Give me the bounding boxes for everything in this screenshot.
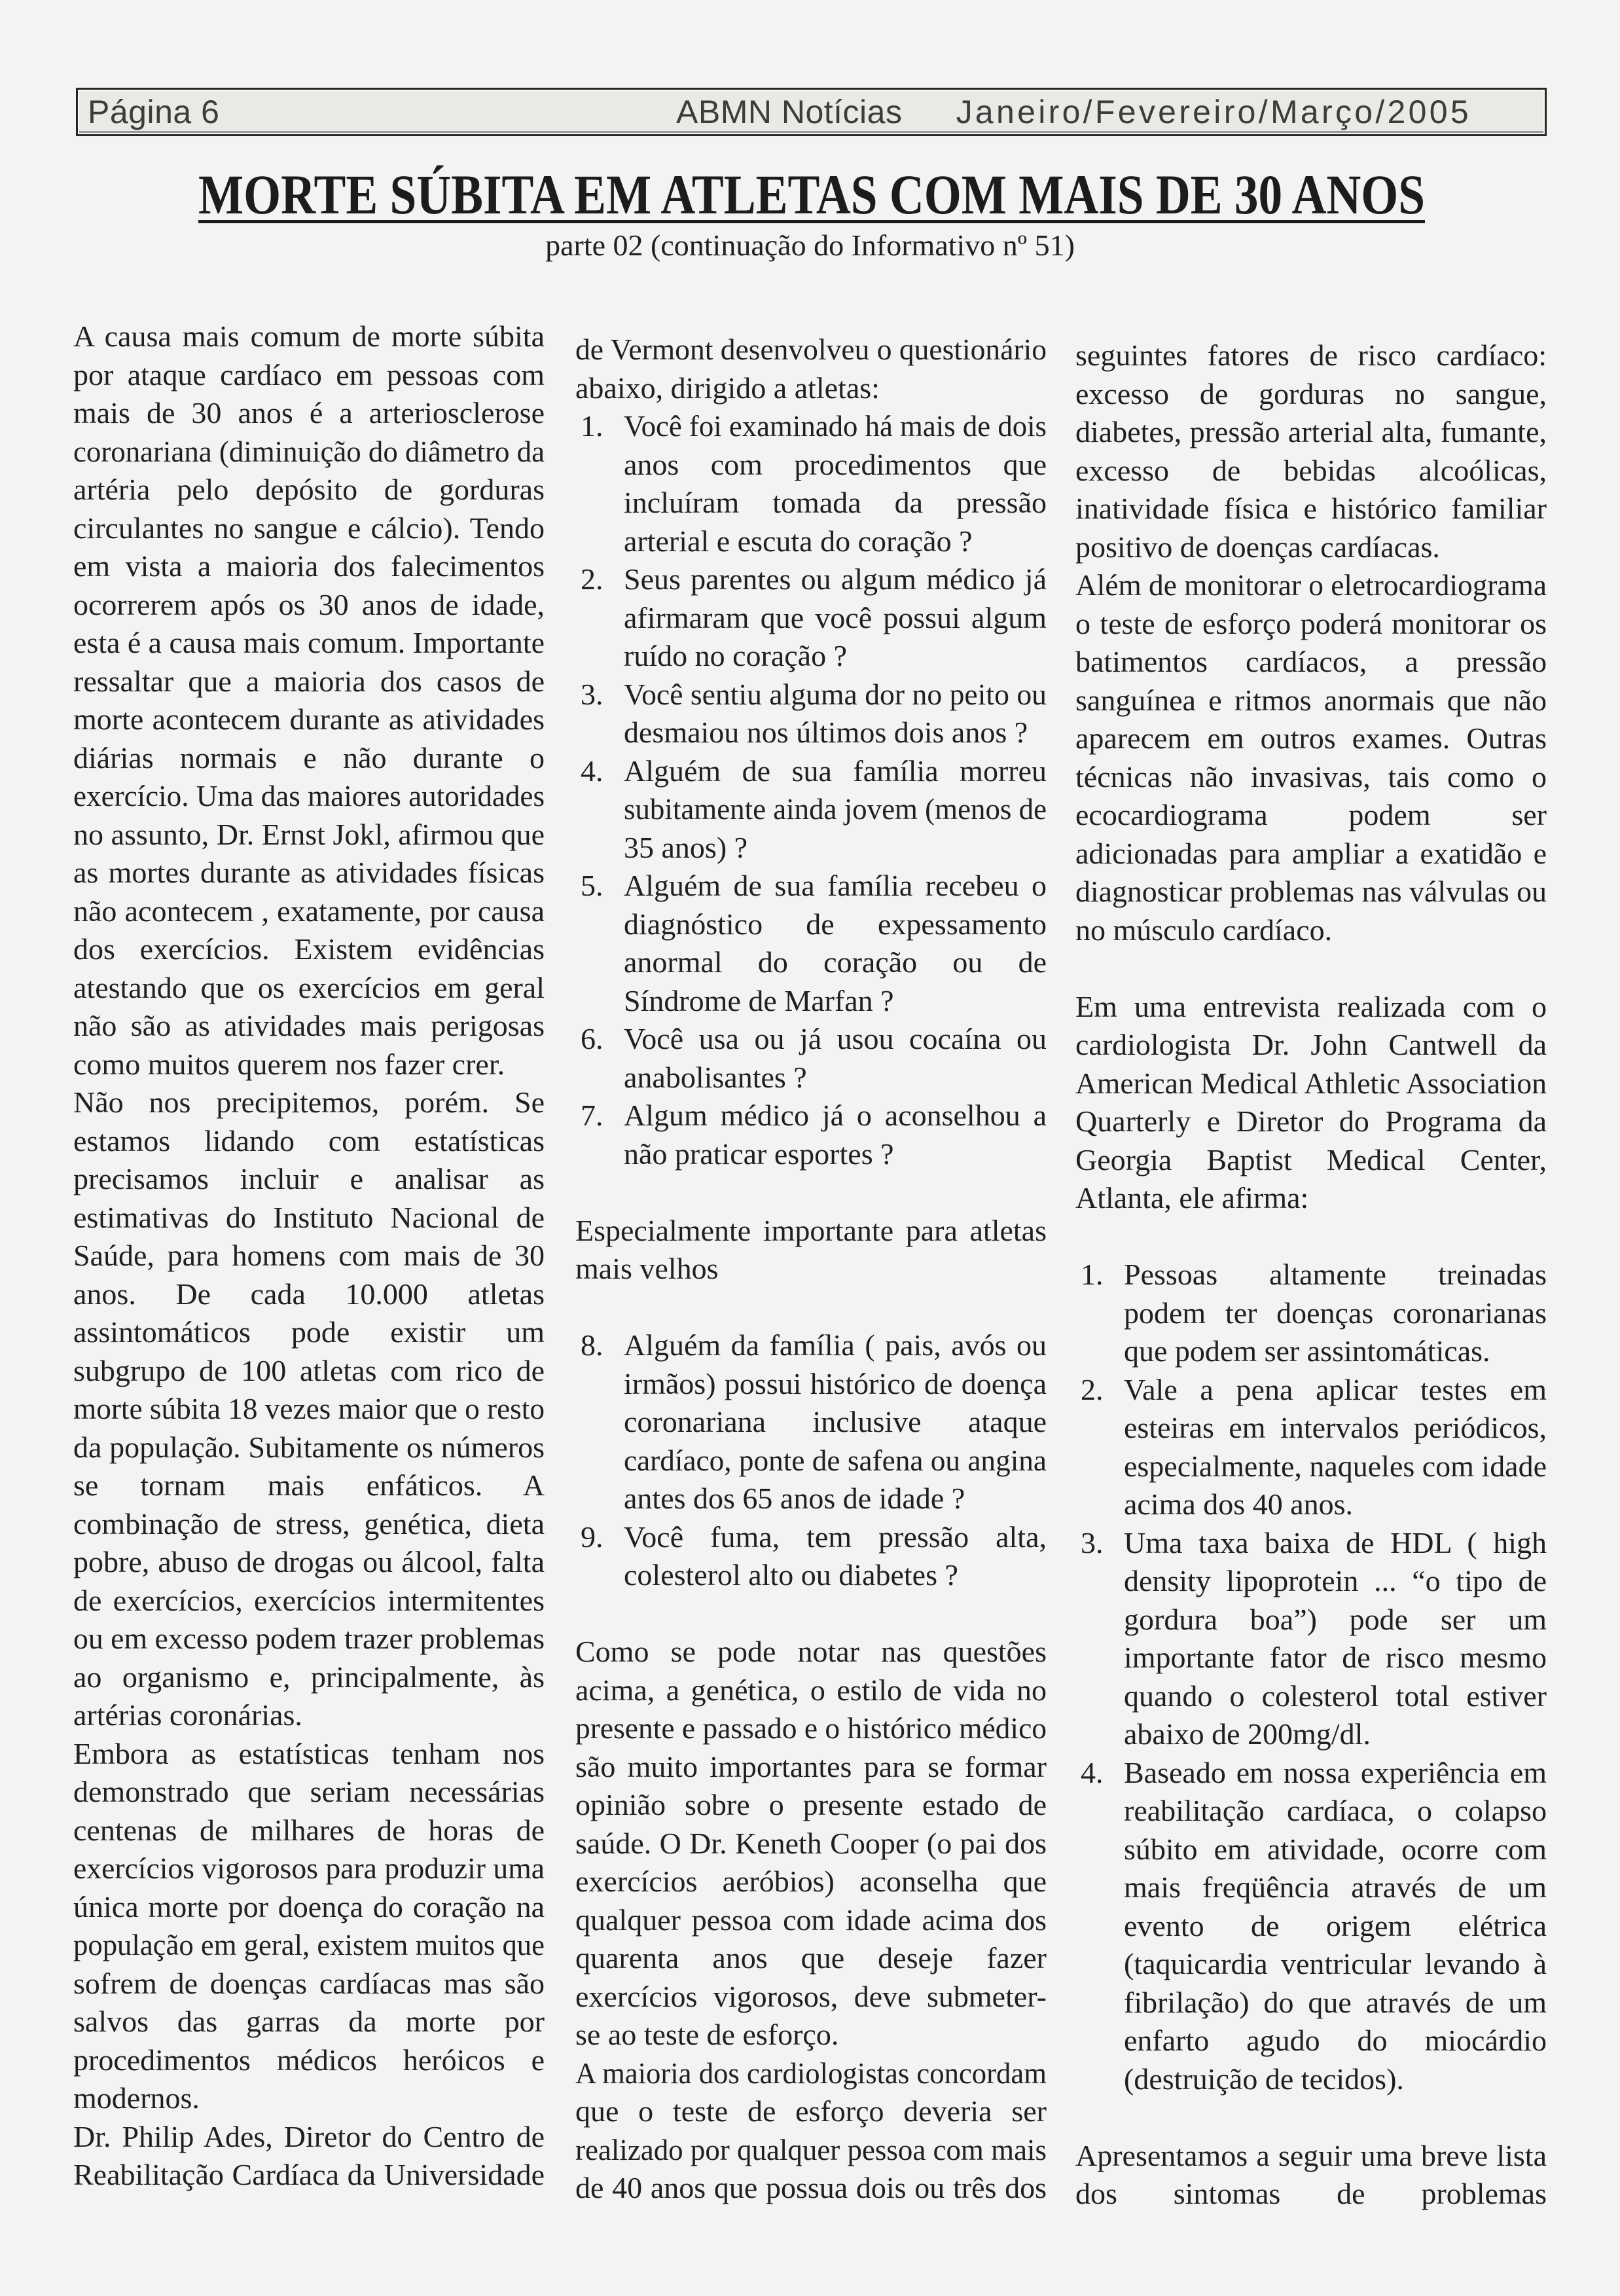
text-line: Quarterly e Diretor do Programa da — [1075, 1104, 1547, 1138]
list-number: 2. — [1081, 1372, 1104, 1406]
text-line: Você foi examinado há mais de dois — [624, 409, 1047, 443]
list-item — [1075, 1371, 1547, 1524]
text-line: Algum médico já o aconselhou a — [624, 1099, 1047, 1132]
text-line: salvos das garras da morte por — [73, 2005, 545, 2038]
text-line: coronariana (diminuição do diâmetro da — [73, 434, 545, 468]
text-line: enfarto agudo do miocárdio — [1124, 2024, 1547, 2057]
text-line: aparecem em outros exames. Outras — [1075, 721, 1547, 755]
text-line: antes dos 65 anos de idade ? — [624, 1482, 965, 1515]
text-line: mais de 30 anos é a arteriosclerose — [73, 396, 545, 429]
text-line: se ao teste de esforço. — [575, 2018, 839, 2051]
text-line: realizado por qualquer pessoa com mais — [575, 2132, 1047, 2166]
text-line: exercícios aeróbios) aconselha que — [575, 1865, 1047, 1898]
text-line: anos com procedimentos que — [624, 447, 1047, 481]
publication-name: ABMN Notícias — [676, 94, 903, 130]
text-line: precisamos incluir e analisar as — [73, 1162, 545, 1195]
text-line: não praticar esportes ? — [624, 1137, 894, 1171]
text-line: arterial e escuta do coração ? — [624, 524, 973, 558]
text-line: fibrilação) do que através de um — [1124, 1985, 1547, 2019]
text-line: colesterol alto ou diabetes ? — [624, 1558, 958, 1592]
text-line: Atlanta, ele afirma: — [1075, 1181, 1309, 1214]
text-line: demonstrado que seriam necessárias — [73, 1775, 545, 1808]
list-item — [1075, 1754, 1547, 2099]
text-line: Alguém de sua família recebeu o — [624, 869, 1047, 902]
page-header — [76, 88, 1547, 136]
article-column-1 — [73, 318, 545, 2195]
text-line: são muito importantes para se formar — [575, 1749, 1047, 1783]
paragraph — [73, 1084, 545, 1735]
paragraph — [1075, 2137, 1547, 2214]
text-line: ruído no coração ? — [624, 639, 848, 672]
text-line: esta é a causa mais comum. Importante — [73, 626, 545, 659]
list-number: 4. — [581, 754, 603, 788]
text-line: seguintes fatores de risco cardíaco: — [1075, 338, 1547, 372]
text-line: Você sentiu alguma dor no peito ou — [624, 677, 1047, 711]
text-line: em vista a maioria dos falecimentos — [73, 549, 545, 583]
text-line: esteiras em intervalos periódicos, — [1124, 1411, 1547, 1444]
text-line: que podem ser assintomáticas. — [1124, 1334, 1490, 1368]
text-line: combinação de stress, genética, dieta — [73, 1506, 545, 1540]
text-line: Vale a pena aplicar testes em — [1124, 1372, 1547, 1406]
text-line: saúde. O Dr. Keneth Cooper (o pai dos — [575, 1826, 1047, 1860]
text-line: ao organismo e, principalmente, às — [73, 1660, 545, 1694]
paragraph — [73, 2118, 545, 2195]
text-line: (destruição de tecidos). — [1124, 2062, 1404, 2096]
paragraph — [575, 1633, 1047, 2054]
text-line: Saúde, para homens com mais de 30 — [73, 1239, 545, 1272]
text-line: Seus parentes ou algum médico já — [624, 562, 1047, 596]
text-line: Especialmente importante para atletas — [575, 1213, 1047, 1247]
text-line: atestando que os exercícios em geral — [73, 970, 545, 1004]
list-item — [575, 1518, 1047, 1595]
text-line: estimativas do Instituto Nacional de — [73, 1200, 545, 1234]
text-line: modernos. — [73, 2081, 200, 2115]
list-number: 7. — [581, 1099, 603, 1132]
text-line: especialmente, naqueles com idade — [1124, 1449, 1547, 1483]
text-line: estamos lidando com estatísticas — [73, 1123, 545, 1157]
list-number: 2. — [581, 562, 603, 596]
text-line: diárias normais e não durante o — [73, 740, 545, 774]
paragraph — [575, 331, 1047, 407]
text-line: ressaltar que a maioria dos casos de — [73, 664, 545, 698]
text-line: Alguém de sua família morreu — [624, 754, 1047, 788]
text-line: American Medical Athletic Association — [1075, 1066, 1547, 1100]
paragraph — [73, 1735, 545, 2118]
text-line: opinião sobre o presente estado de — [575, 1788, 1047, 1821]
issue-date: Janeiro/Fevereiro/Março/2005 — [956, 94, 1471, 130]
list-number: 1. — [1081, 1258, 1104, 1291]
text-line: mais velhos — [575, 1252, 719, 1285]
text-line: centenas de milhares de horas de — [73, 1813, 545, 1847]
article-subtitle: parte 02 (continuação do Informativo nº 51) — [545, 228, 1075, 262]
text-line: anos. De cada 10.000 atletas — [73, 1277, 545, 1311]
text-line: mais freqüência através de um — [1124, 1870, 1547, 1904]
paragraph — [1075, 337, 1547, 566]
text-line: desmaiou nos últimos dois anos ? — [624, 716, 1028, 749]
text-line: não são as atividades mais perigosas — [73, 1009, 545, 1042]
list-number: 3. — [1081, 1525, 1104, 1559]
text-line: ou em excesso podem trazer problemas — [73, 1622, 545, 1655]
text-line: população em geral, existem muitos que — [73, 1928, 545, 1961]
text-line: acima, a genética, o estilo de vida no — [575, 1673, 1047, 1707]
text-line: Você usa ou já usou cocaína ou — [624, 1022, 1047, 1055]
text-line: exercícios vigorosos para produzir uma — [73, 1851, 545, 1885]
text-line: artéria pelo depósito de gorduras — [73, 473, 545, 506]
text-line: dos exercícios. Existem evidências — [73, 932, 545, 966]
text-line: as mortes durante as atividades físicas — [73, 856, 545, 889]
list-number: 4. — [1081, 1755, 1104, 1789]
text-line: pobre, abuso de drogas ou álcool, falta — [73, 1545, 545, 1578]
text-line: A maioria dos cardiologistas concordam — [575, 2056, 1047, 2090]
text-line: Apresentamos a seguir uma breve lista — [1075, 2138, 1547, 2172]
text-line: evento de origem elétrica — [1124, 1908, 1547, 1942]
text-line: de Vermont desenvolveu o questionário — [575, 333, 1047, 366]
text-line: diabetes, pressão arterial alta, fumante, — [1075, 415, 1547, 448]
text-line: qualquer pessoa com idade acima dos — [575, 1903, 1047, 1937]
text-line: dos sintomas de problemas — [1075, 2177, 1547, 2210]
list-item — [575, 1020, 1047, 1097]
text-line: como muitos querem nos fazer crer. — [73, 1047, 505, 1081]
list-item — [575, 752, 1047, 867]
text-line: sanguínea e ritmos anormais que não — [1075, 683, 1547, 717]
list-item — [575, 407, 1047, 560]
list-item — [1075, 1524, 1547, 1754]
list-number: 6. — [581, 1022, 603, 1055]
text-line: incluíram tomada da pressão — [624, 486, 1047, 519]
text-line: morte acontecem durante as atividades — [73, 702, 545, 736]
text-line: que o teste de esforço deveria ser — [575, 2094, 1047, 2128]
text-line: Reabilitação Cardíaca da Universidade — [73, 2158, 545, 2191]
text-line: circulantes no sangue e cálcio). Tendo — [73, 511, 545, 545]
list-item — [575, 1326, 1047, 1518]
text-line: excesso de gorduras no sangue, — [1075, 376, 1547, 410]
text-line: Uma taxa baixa de HDL ( high — [1124, 1525, 1547, 1559]
text-line: gordura boa”) pode ser um — [1124, 1602, 1547, 1636]
text-line: acima dos 40 anos. — [1124, 1487, 1354, 1521]
text-line: artérias coronárias. — [73, 1698, 302, 1732]
text-line: anabolisantes ? — [624, 1060, 807, 1094]
list-number: 1. — [581, 409, 603, 443]
text-line: Alguém da família ( pais, avós ou — [624, 1328, 1047, 1362]
text-line: ecocardiograma podem ser — [1075, 798, 1547, 831]
text-line: não acontecem , exatamente, por causa — [73, 894, 545, 928]
list-item — [575, 560, 1047, 676]
text-line: density lipoprotein ... “o tipo de — [1124, 1564, 1547, 1597]
text-line: morte súbita 18 vezes maior que o resto — [73, 1392, 545, 1425]
list-number: 8. — [581, 1328, 603, 1362]
text-line: 35 anos) ? — [624, 830, 748, 864]
text-line: Você fuma, tem pressão alta, — [624, 1520, 1047, 1554]
text-line: diagnóstico de expessamento — [624, 907, 1047, 941]
text-line: A causa mais comum de morte súbita — [73, 319, 545, 353]
text-line: Pessoas altamente treinadas — [1124, 1258, 1547, 1291]
text-line: podem ter doenças coronarianas — [1124, 1296, 1547, 1330]
text-line: afirmaram que você possui algum — [624, 600, 1047, 634]
list-number: 3. — [581, 677, 603, 711]
text-line: (taquicardia ventricular levando à — [1124, 1947, 1547, 1980]
text-line: exercícios vigorosos, deve submeter- — [575, 1979, 1047, 2013]
text-line: por ataque cardíaco em pessoas com — [73, 357, 545, 392]
list-item — [575, 676, 1047, 752]
text-line: inatividade física e histórico familiar — [1075, 492, 1547, 525]
paragraph — [1075, 988, 1547, 1218]
text-line: procedimentos médicos heróicos e — [73, 2043, 545, 2077]
list-item — [575, 867, 1047, 1020]
text-line: abaixo, dirigido a atletas: — [575, 371, 880, 405]
list-number: 5. — [581, 869, 603, 902]
text-line: Georgia Baptist Medical Center, — [1075, 1142, 1547, 1176]
text-line: batimentos cardíacos, a pressão — [1075, 645, 1547, 678]
text-line: adicionadas para ampliar a exatidão e — [1075, 836, 1547, 870]
text-line: súbito em atividade, ocorre com — [1124, 1832, 1547, 1866]
text-line: assintomáticos pode existir um — [73, 1315, 545, 1349]
text-line: reabilitação cardíaca, o colapso — [1124, 1794, 1547, 1827]
text-line: se tornam mais enfáticos. A — [73, 1468, 545, 1502]
text-line: técnicas não invasivas, tais como o — [1075, 759, 1547, 793]
text-line: quando o colesterol total estiver — [1124, 1679, 1547, 1713]
article-title: MORTE SÚBITA EM ATLETAS COM MAIS DE 30 ANOS — [198, 163, 1425, 226]
text-line: Em uma entrevista realizada com o — [1075, 989, 1547, 1023]
text-line: da população. Subitamente os números — [73, 1430, 545, 1464]
text-line: no assunto, Dr. Ernst Jokl, afirmou que — [73, 817, 545, 851]
text-line: ocorrerem após os 30 anos de idade, — [73, 587, 545, 621]
text-line: Como se pode notar nas questões — [575, 1635, 1047, 1668]
list-number: 9. — [581, 1520, 603, 1554]
text-line: subgrupo de 100 atletas com rico de — [73, 1353, 545, 1387]
paragraph — [575, 2054, 1047, 2208]
text-line: sofrem de doenças cardíacas mas são — [73, 1966, 545, 2000]
text-line: coronariana inclusive ataque — [624, 1405, 1047, 1438]
text-line: de exercícios, exercícios intermitentes — [73, 1583, 545, 1617]
text-line: subitamente ainda jovem (menos de — [624, 792, 1047, 826]
text-line: no músculo cardíaco. — [1075, 913, 1333, 947]
paragraph — [575, 1212, 1047, 1288]
text-line: cardíaco, ponte de safena ou angina — [624, 1443, 1047, 1477]
text-line: anormal do coração ou de — [624, 945, 1047, 979]
list-item — [1075, 1256, 1547, 1371]
text-line: Embora as estatísticas tenham nos — [73, 1736, 545, 1770]
paragraph — [73, 318, 545, 1084]
article-column-2 — [575, 331, 1047, 2208]
text-line: excesso de bebidas alcoólicas, — [1075, 453, 1547, 487]
text-line: presente e passado e o histórico médico — [575, 1711, 1047, 1745]
text-line: de 40 anos que possua dois ou três dos — [575, 2171, 1047, 2204]
list-item — [575, 1097, 1047, 1173]
text-line: Dr. Philip Ades, Diretor do Centro de — [73, 2119, 545, 2153]
text-line: Além de monitorar o eletrocardiograma — [1075, 568, 1547, 602]
text-line: única morte por doença do coração na — [73, 1889, 545, 1923]
text-line: cardiologista Dr. John Cantwell da — [1075, 1028, 1547, 1061]
page-number: Página 6 — [88, 94, 220, 130]
text-line: importante fator de risco mesmo — [1124, 1641, 1547, 1674]
text-line: abaixo de 200mg/dl. — [1124, 1717, 1371, 1751]
paragraph — [1075, 566, 1547, 949]
text-line: irmãos) possui histórico de doença — [624, 1366, 1047, 1400]
text-line: quarenta anos que deseje fazer — [575, 1941, 1047, 1975]
text-line: Síndrome de Marfan ? — [624, 983, 894, 1017]
text-line: diagnosticar problemas nas válvulas ou — [1075, 875, 1547, 908]
article-column-3 — [1075, 337, 1547, 2214]
text-line: o teste de esforço poderá monitorar os — [1075, 606, 1547, 640]
text-line: exercício. Uma das maiores autoridades — [73, 779, 545, 812]
text-line: Não nos precipitemos, porém. Se — [73, 1085, 545, 1119]
text-line: positivo de doenças cardíacas. — [1075, 530, 1440, 564]
text-line: Baseado em nossa experiência em — [1124, 1755, 1547, 1789]
